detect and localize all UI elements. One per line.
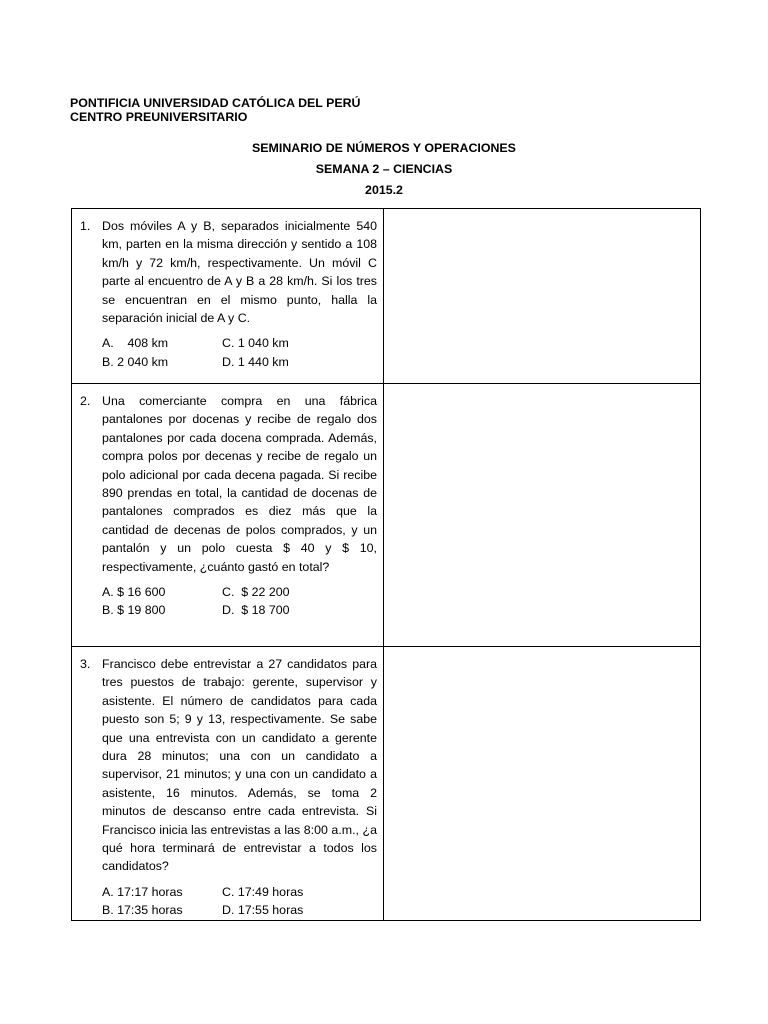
question-text: Dos móviles A y B, separados inicialmente 540 km, parten en la misma dirección y sentido a 108 km/h y 72 km/h, respectivamente. Un móvil C parte al encuentro de A y B a 28 km/h. Si los tres se encuentran en el mismo punto, halla la separación inicial de A y C.: [102, 219, 377, 326]
institution-header: [70, 96, 361, 124]
question-2: [72, 384, 383, 620]
answer-options: [102, 334, 377, 371]
option-d: D. 1 440 km: [222, 354, 289, 369]
option-a: A. $ 16 600: [102, 585, 166, 600]
institution-name: PONTIFICIA UNIVERSIDAD CATÓLICA DEL PERÚ: [70, 96, 361, 110]
work-area-cell: [384, 384, 701, 647]
question-cell: [72, 384, 384, 647]
work-area-cell: [384, 209, 701, 384]
question-row-2: [72, 384, 701, 647]
questions-table: [71, 208, 701, 921]
option-c: C. 17:49 horas: [222, 884, 304, 899]
question-number: 3.: [80, 657, 91, 671]
question-number: 1.: [80, 219, 91, 233]
answer-options: [102, 583, 377, 620]
question-3: [72, 647, 383, 920]
option-b: B. 2 040 km: [102, 354, 169, 369]
question-number: 2.: [80, 394, 91, 408]
option-d: D. $ 18 700: [222, 603, 290, 618]
work-area-cell: [384, 647, 701, 921]
document-term: 2015.2: [365, 183, 403, 197]
option-d: D. 17:55 horas: [222, 903, 304, 918]
question-text: Una comerciante compra en una fábrica pantalones por docenas y recibe de regalo dos pantalones por cada docena comprada. Además, compra polos por decenas y recibe de regalo un polo adicional por cada decena pagada. Si recibe 890 prendas en total, la cantidad de docenas de pantalones comprados es diez más que la cantidad de decenas de polos comprados, y un pantalón y un polo cuesta $ 40 y $ 10, respectivamente, ¿cuánto gastó en total?: [102, 394, 377, 574]
document-titles: [0, 141, 768, 204]
question-cell: [72, 209, 384, 384]
option-a: A. 17:17 horas: [102, 884, 183, 899]
document-title: SEMINARIO DE NÚMEROS Y OPERACIONES: [252, 141, 516, 155]
question-row-3: [72, 647, 701, 921]
option-c: C. $ 22 200: [222, 585, 290, 600]
option-b: B. 17:35 horas: [102, 903, 183, 918]
document-subtitle: SEMANA 2 – CIENCIAS: [315, 162, 453, 176]
answer-options: [102, 883, 377, 920]
option-b: B. $ 19 800: [102, 603, 166, 618]
option-a: A. 408 km: [102, 336, 169, 351]
question-cell: [72, 647, 384, 921]
institution-department: CENTRO PREUNIVERSITARIO: [70, 110, 248, 124]
question-text: Francisco debe entrevistar a 27 candidatos para tres puestos de trabajo: gerente, supervisor y asistente. El número de candidatos para cada puesto son 5; 9 y 13, respectivamente. Se sabe que una entrevista con un candidato a gerente dura 28 minutos; una con un candidato a supervisor, 21 minutos; y una con un candidato a asistente, 16 minutos. Además, se toma 2 minutos de descanso entre cada entrevista. Si Francisco inicia las entrevistas a las 8:00 a.m., ¿a qué hora terminará de entrevistar a todos los candidatos?: [102, 657, 377, 874]
question-1: [72, 209, 383, 371]
question-row-1: [72, 209, 701, 384]
option-c: C. 1 040 km: [222, 336, 289, 351]
